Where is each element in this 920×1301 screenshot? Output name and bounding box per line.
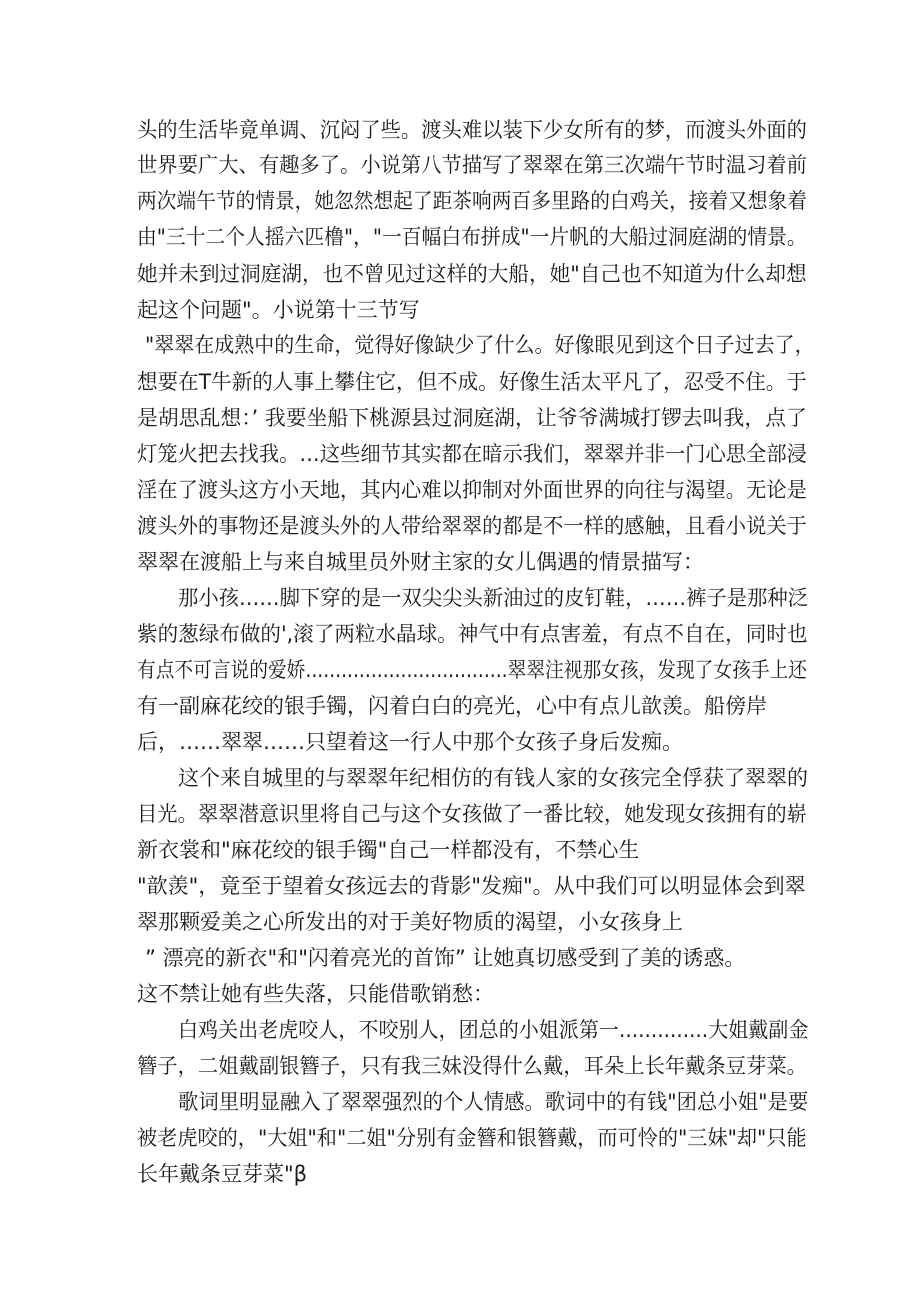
text-line-15: 紫的葱绿布做的',滚了两粒水晶球。神气中有点害羞，有点不自在，同时也: [137, 622, 808, 646]
text-line-19: 这个来自城里的与翠翠年纪相仿的有钱人家的女孩完全俘获了翠翠的: [178, 766, 808, 790]
text-line-16: 有点不可言说的爱娇..................................翠翠注视那女孩，发现了女孩手上还: [137, 658, 808, 682]
text-line-23: 翠那颗爱美之心所发出的对于美好物质的渴望，小女孩身上: [137, 910, 683, 934]
text-line-2: 世界要广大、有趣多了。小说第八节描写了翠翠在第三次端午节时温习着前: [137, 153, 807, 177]
text-line-11: 淫在了渡头这方小天地，其内心难以抑制对外面世界的向往与渴望。无论是: [137, 478, 807, 502]
text-line-13: 翠翠在渡船上与来自城里员外财主家的女儿偶遇的情景描写：: [137, 550, 704, 574]
text-line-4: 由"三十二个人摇六匹橹"，"一百幅白布拼成"一片帆的大船过洞庭湖的情景。: [137, 225, 807, 249]
text-line-29: 被老虎咬的，"大姐"和"二姐"分别有金簪和银簪戴，而可怜的"三妹"却"只能: [137, 1126, 807, 1150]
text-line-14: 那小孩……脚下穿的是一双尖尖头新油过的皮钉鞋，……裤子是那种泛: [178, 586, 808, 610]
text-line-7: "翠翠在成熟中的生命，觉得好像缺少了什么。好像眼见到这个日子过去了，: [145, 333, 815, 357]
text-line-21: 新衣裳和"麻花绞的银手镯"自己一样都没有，不禁心生: [137, 838, 640, 862]
text-line-6: 起这个问题"。小说第十三节写: [137, 298, 420, 322]
text-line-20: 目光。翠翠潜意识里将自己与这个女孩做了一番比较，她发现女孩拥有的崭: [137, 802, 807, 826]
text-line-17: 有一副麻花绞的银手镯，闪着白白的亮光，心中有点儿歆羡。船傍岸: [137, 694, 767, 718]
text-line-9: 是胡思乱想：’ 我要坐船下桃源县过洞庭湖，让爷爷满城打锣去叫我，点了: [137, 406, 807, 430]
text-line-12: 渡头外的事物还是渡头外的人带给翠翠的都是不一样的感触，且看小说关于: [137, 514, 807, 538]
text-line-22: "歆羡"，竟至于望着女孩远去的背影"发痴"。从中我们可以明显体会到翠: [137, 874, 806, 898]
text-line-25: 这不禁让她有些失落，只能借歌销愁：: [137, 982, 494, 1006]
text-line-27: 簪子，二姐戴副银簪子，只有我三妹没得什么戴，耳朵上长年戴条豆芽菜。: [137, 1054, 807, 1078]
text-line-30: 长年戴条豆芽菜"β: [137, 1162, 308, 1186]
text-line-10: 灯笼火把去找我。…这些细节其实都在暗示我们，翠翠并非一门心思全部浸: [137, 442, 807, 466]
text-line-5: 她并未到过洞庭湖，也不曾见过这样的大船，她"自己也不知道为什么却想: [137, 262, 807, 286]
text-line-26: 白鸡关出老虎咬人，不咬别人，团总的小姐派第一..............大姐戴副金: [178, 1018, 809, 1042]
text-line-8: 想要在T牛新的人事上攀住它，但不成。好像生活太平凡了，忍受不住。于: [137, 370, 807, 394]
text-line-1: 头的生活毕竟单调、沉闷了些。渡头难以装下少女所有的梦，而渡头外面的: [137, 118, 807, 142]
text-line-3: 两次端午节的情景，她忽然想起了距茶响两百多里路的白鸡关，接着又想象着: [137, 189, 808, 213]
text-line-28: 歌词里明显融入了翠翠强烈的个人情感。歌词中的有钱"团总小姐"是要: [178, 1090, 809, 1114]
text-line-24: ” 漂亮的新衣"和"闪着亮光的首饰” 让她真切感受到了美的诱惑。: [145, 946, 746, 970]
text-line-18: 后，……翠翠……只望着这一行人中那个女孩子身后发痴。: [137, 730, 683, 754]
